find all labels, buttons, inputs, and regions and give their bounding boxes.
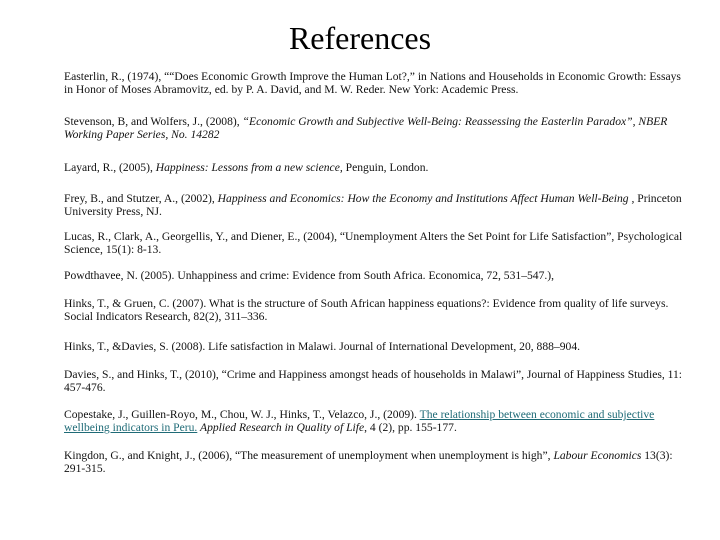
reference-authors: Frey, B., and Stutzer, A., (2002), [64,192,218,205]
reference-kingdon-knight [64,449,684,475]
reference-journal: Applied Research in Quality of Life [197,421,365,434]
reference-publisher: Penguin, London. [342,161,429,174]
reference-authors: Layard, R., (2005), [64,161,156,174]
page-title: References [288,20,432,56]
reference-lucas: Lucas, R., Clark, A., Georgellis, Y., and Diener, E., (2004), “Unemployment Alters the Set Point for Life Satisfaction”, Psychological Science, 15(1): 8-13. [64,230,683,256]
reference-title: “Economic Growth and Subjective Well-Being: Reassessing the Easterlin Paradox”, NBER Working Paper Series, No. 14282 [64,115,668,141]
reference-layard [64,161,684,174]
reference-volume: , 4 (2), pp. 155-177. [364,421,457,434]
reference-authors: Stevenson, B, and Wolfers, J., (2008), [64,115,243,128]
reference-authors: Copestake, J., Guillen-Royo, M., Chou, W. J., Hinks, T., Velazco, J., (2009). [64,408,420,421]
reference-link[interactable]: The relationship between economic and subjective wellbeing indicators in Peru. [64,408,655,434]
reference-copestake [64,408,684,434]
reference-davies-hinks: Davies, S., and Hinks, T., (2010), “Crime and Happiness amongst heads of households in Malawi”, Journal of Happiness Studies, 11: 457-476. [64,368,683,394]
reference-hinks-davies: Hinks, T., &Davies, S. (2008). Life satisfaction in Malawi. Journal of International Development, 20, 888–904. [64,340,581,353]
reference-volume: 13(3): 291-315. [64,449,673,475]
reference-powdthavee: Powdthavee, N. (2005). Unhappiness and crime: Evidence from South Africa. Economica, 72, 531–547.), [64,269,555,282]
reference-title: Happiness and Economics: How the Economy and Institutions Affect Human Well-Being , [217,192,635,205]
reference-authors: Kingdon, G., and Knight, J., (2006), “The measurement of unemployment when unemployment is high”, [64,449,554,462]
reference-publisher: Princeton University Press, NJ. [64,192,682,218]
reference-hinks-gruen: Hinks, T., & Gruen, C. (2007). What is the structure of South African happiness equations?: Evidence from quality of life surveys. Social Indicators Research, 82(2), 311–336. [64,297,669,323]
reference-journal: Labour Economics [553,449,642,462]
reference-easterlin: Easterlin, R., (1974), ““Does Economic Growth Improve the Human Lot?,” in Nations and Households in Economic Growth: Essays in Honor of Moses Abramovitz, ed. by P. A. David, and M. W. Reder. New York: Academic Press. [64,70,681,96]
reference-frey-stutzer [64,192,684,218]
reference-title: Happiness: Lessons from a new science, [155,161,343,174]
reference-stevenson-wolfers [64,115,684,141]
